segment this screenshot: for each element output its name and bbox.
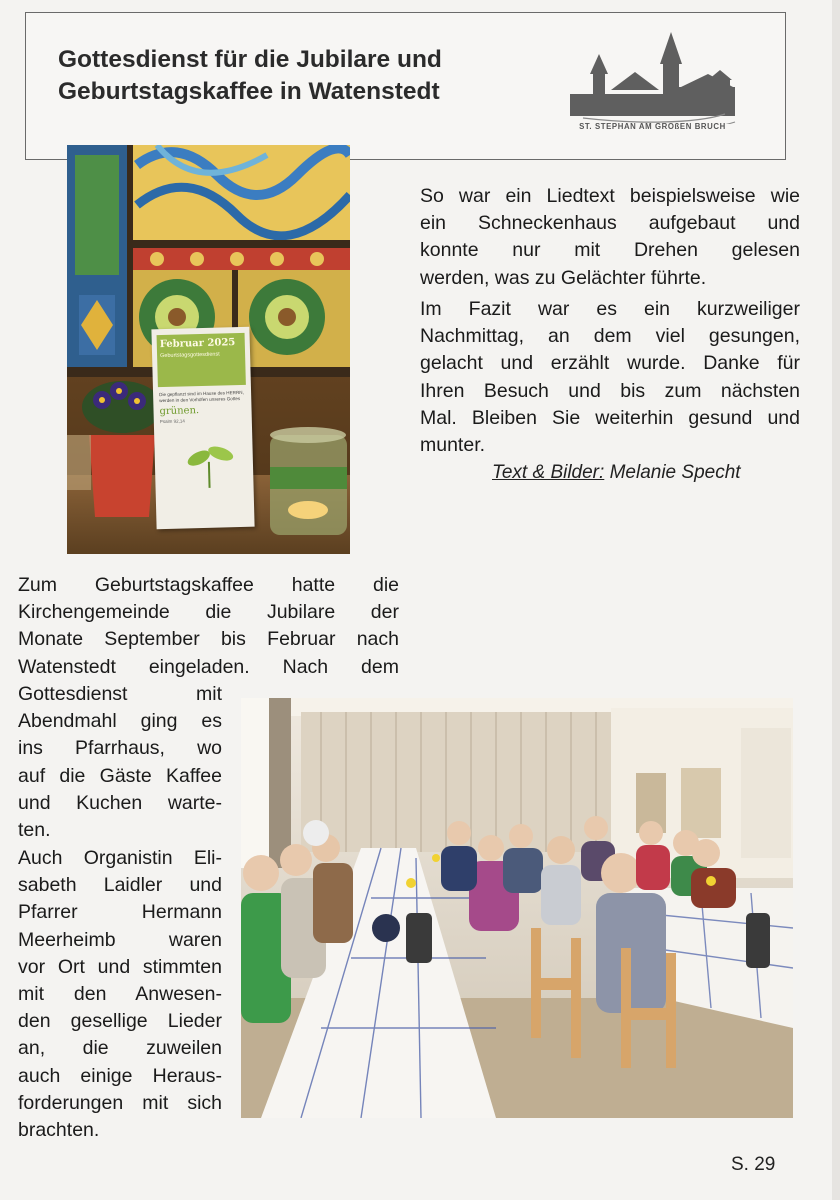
text-line: ins Pfarrhaus, wo — [18, 737, 222, 760]
text-line: forderungen mit sich — [18, 1091, 222, 1114]
text-line: auch einige Heraus- — [18, 1064, 222, 1087]
text-line: Meerheimb waren — [18, 928, 222, 951]
text-line: ten. — [18, 819, 51, 842]
article-title — [58, 44, 528, 108]
credit-label: Text & Bilder: — [492, 462, 605, 483]
text-line: auf die Gäste Kaffee — [18, 764, 222, 787]
right-paragraph-2 — [420, 296, 800, 459]
logo-text: ST. STEPHAN AM GROßEN BRUCH — [579, 122, 726, 131]
text-line: mit den Anwesen- — [18, 983, 222, 1006]
page-edge — [832, 0, 840, 1200]
text-line: konnte nur mit Drehen gelesen — [420, 239, 800, 262]
text-line: Watenstedt eingeladen. Nach dem — [18, 655, 399, 678]
text-line: Im Fazit war es ein kurzweiliger — [420, 298, 800, 320]
text-line: an, die zuweilen — [18, 1037, 222, 1060]
text-line: ein Schneckenhaus aufgebaut und — [420, 212, 800, 235]
credit-name: Melanie Specht — [609, 462, 741, 483]
left-paragraph-1-narrow — [18, 681, 222, 844]
photo-text-credit — [492, 462, 741, 484]
text-line: So war ein Liedtext beispielsweise wie — [420, 185, 800, 207]
text-line: und Kuchen warte- — [18, 791, 222, 814]
church-silhouette-icon — [545, 32, 760, 124]
text-line: Monate September bis Februar nach — [18, 628, 399, 651]
page-number: S. 29 — [731, 1154, 776, 1175]
card-title: Februar 2025 — [159, 337, 236, 351]
left-paragraph-2 — [18, 845, 222, 1144]
text-line: werden, was zu Gelächter führte. — [420, 266, 707, 289]
calendar-card — [151, 327, 254, 529]
title-line-1: Gottesdienst für die Jubilare und — [58, 46, 442, 73]
text-line: Abendmahl ging es — [18, 710, 222, 733]
photo-stained-glass-card — [67, 145, 350, 554]
title-line-2: Geburtstagskaffee in Watenstedt — [58, 78, 440, 105]
card-highlight: grünen. — [159, 405, 200, 418]
text-line: Nachmittag, an dem viel gesungen, — [420, 325, 800, 348]
church-logo — [545, 32, 760, 140]
text-line: Gottesdienst mit — [18, 683, 222, 705]
text-line: Mal. Bleiben Sie weiterhin gesund und — [420, 406, 800, 429]
text-line: vor Ort und stimmten — [18, 955, 222, 978]
left-paragraph-1-wide — [18, 572, 399, 681]
text-line: sabeth Laidler und — [18, 874, 222, 897]
text-line: gelacht und erzählt wurde. Danke für — [420, 352, 800, 375]
photo-birthday-coffee-gathering — [241, 698, 793, 1118]
text-line: brachten. — [18, 1119, 100, 1142]
seedling-icon — [178, 439, 239, 491]
text-line: Pfarrer Hermann — [18, 901, 222, 924]
text-line: Kirchengemeinde die Jubilare der — [18, 601, 399, 624]
text-line: den gesellige Lieder — [18, 1010, 222, 1033]
text-line: Auch Organistin Eli- — [18, 847, 222, 869]
card-verse: Die gepflanzt sind im Hause des HERRN, werden in den Vorhöfen unseres Gottes — [159, 389, 244, 404]
card-subtitle: Geburtstagsgottesdienst — [160, 351, 220, 360]
text-line: Ihren Besuch und bis zum nächsten — [420, 379, 800, 402]
text-line: Zum Geburtstagskaffee hatte die — [18, 574, 399, 596]
card-header — [157, 333, 246, 387]
card-reference: Psalm 92,14 — [159, 418, 185, 425]
text-line: munter. — [420, 434, 486, 457]
right-paragraph-1 — [420, 183, 800, 292]
